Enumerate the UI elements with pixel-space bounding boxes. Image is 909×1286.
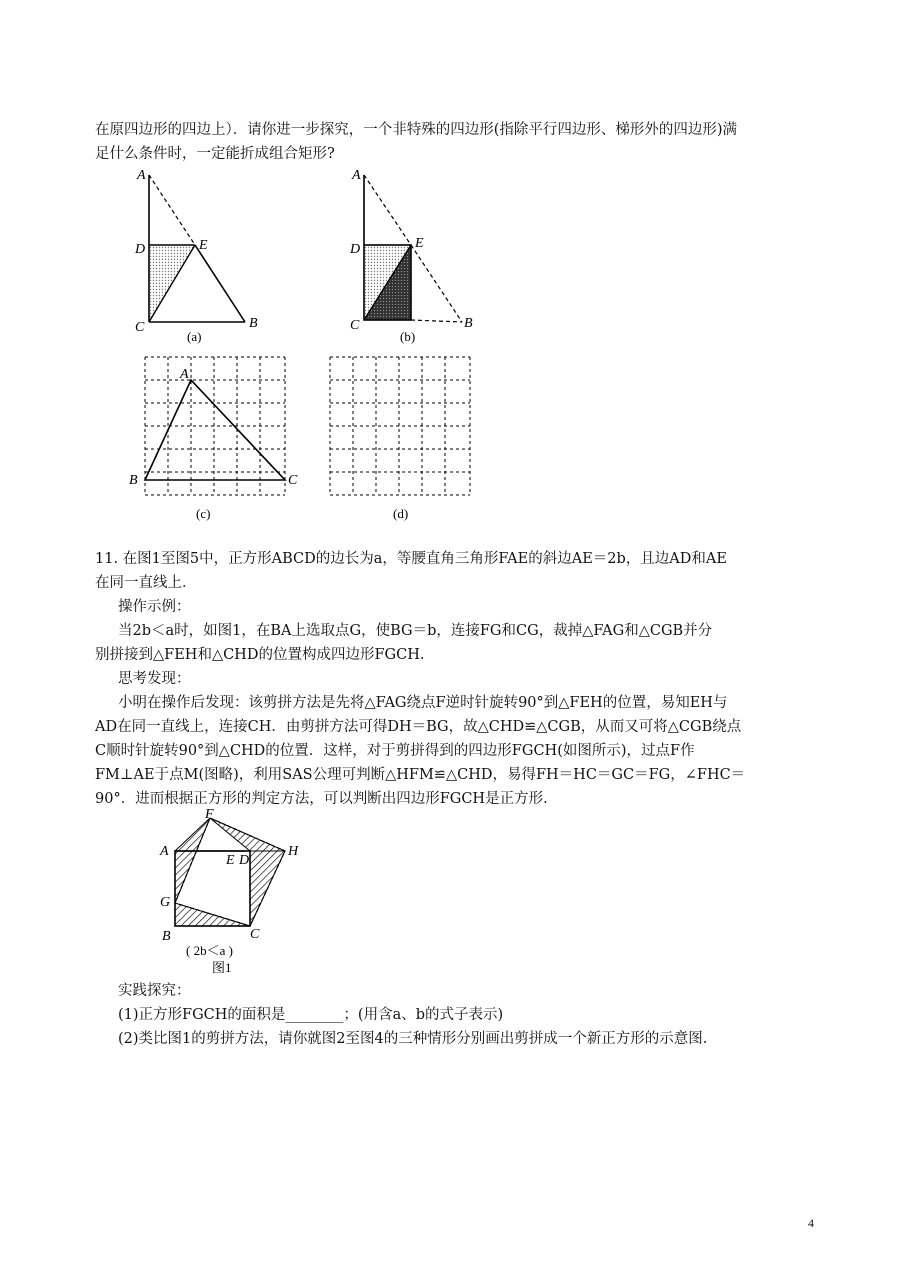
text-line-1: 在原四边形的四边上）．请你进一步探究，一个非特殊的四边形(指除平行四边形、梯形外的四边形)满 bbox=[95, 122, 738, 138]
svg-text:C: C bbox=[250, 927, 260, 942]
figure-d bbox=[325, 352, 485, 527]
figure-c bbox=[125, 352, 305, 527]
svg-text:(a): (a) bbox=[187, 329, 202, 344]
text-line-16: (2)类比图1的剪拼方法，请你就图2至图4的三种情形分别画出剪拼成一个新正方形的示意图. bbox=[118, 1031, 708, 1047]
svg-text:C: C bbox=[288, 473, 298, 488]
text-line-8: 思考发现： bbox=[118, 671, 191, 687]
text-line-6: 当2b＜a时，如图1，在BA上选取点G，使BG＝b，连接FG和CG，裁掉△FAG和△CGB并分 bbox=[118, 623, 713, 639]
svg-text:( 2b＜a ): ( 2b＜a ) bbox=[186, 943, 233, 958]
page-number: 4 bbox=[808, 1216, 814, 1230]
text-line-2: 足什么条件时，一定能折成组合矩形? bbox=[95, 146, 335, 162]
text-line-7: 别拼接到△FEH和△CHD的位置构成四边形FGCH. bbox=[95, 647, 425, 663]
svg-text:C: C bbox=[350, 318, 360, 333]
svg-text:H: H bbox=[288, 844, 299, 859]
svg-text:图1: 图1 bbox=[212, 960, 232, 975]
svg-text:D: D bbox=[135, 242, 146, 257]
text-line-10: AD在同一直线上，连接CH．由剪拼方法可得DH＝BG，故△CHD≌△CGB，从而又可将△CGB绕点 bbox=[95, 719, 742, 735]
svg-text:E: E bbox=[199, 238, 208, 253]
figure-a bbox=[125, 165, 285, 350]
svg-text:C: C bbox=[135, 320, 145, 335]
figure-1 bbox=[150, 808, 320, 978]
svg-text:A: A bbox=[160, 844, 169, 859]
text-line-13: 90°．进而根据正方形的判定方法，可以判断出四边形FGCH是正方形. bbox=[95, 791, 548, 807]
svg-text:(c): (c) bbox=[196, 506, 211, 521]
text-line-12: FM⊥AE于点M(图略)，利用SAS公理可判断△HFM≌△CHD，易得FH＝HC＝GC＝FG，∠FHC＝ bbox=[95, 767, 746, 783]
svg-text:A: A bbox=[352, 168, 361, 183]
text-line-11: C顺时针旋转90°到△CHD的位置．这样，对于剪拼得到的四边形FGCH(如图所示)，过点F作 bbox=[95, 743, 695, 759]
svg-text:B: B bbox=[249, 316, 258, 331]
svg-text:D: D bbox=[239, 853, 250, 868]
svg-text:(d): (d) bbox=[393, 506, 409, 521]
text-line-15: (1)正方形FGCH的面积是________；(用含a、b的式子表示) bbox=[118, 1007, 504, 1023]
svg-text:B: B bbox=[162, 929, 171, 944]
svg-text:E: E bbox=[226, 853, 235, 868]
svg-text:G: G bbox=[160, 895, 171, 910]
svg-text:B: B bbox=[464, 316, 473, 331]
text-line-9: 小明在操作后发现：该剪拼方法是先将△FAG绕点F逆时针旋转90°到△FEH的位置，易知EH与 bbox=[118, 695, 728, 711]
svg-text:A: A bbox=[180, 367, 189, 382]
svg-text:F: F bbox=[205, 807, 214, 822]
figure-b bbox=[340, 165, 500, 350]
text-line-3: 11. 在图1至图5中，正方形ABCD的边长为a，等腰直角三角形FAE的斜边AE＝2b，且边AD和AE bbox=[95, 551, 727, 567]
svg-text:(b): (b) bbox=[400, 329, 416, 344]
text-line-4: 在同一直线上． bbox=[95, 575, 197, 591]
triangle-abc bbox=[145, 380, 285, 480]
text-line-14: 实践探究： bbox=[118, 983, 191, 999]
svg-text:A: A bbox=[137, 168, 146, 183]
svg-text:D: D bbox=[350, 242, 361, 257]
svg-text:E: E bbox=[415, 236, 424, 251]
text-line-5: 操作示例： bbox=[118, 599, 191, 615]
svg-text:B: B bbox=[129, 473, 138, 488]
